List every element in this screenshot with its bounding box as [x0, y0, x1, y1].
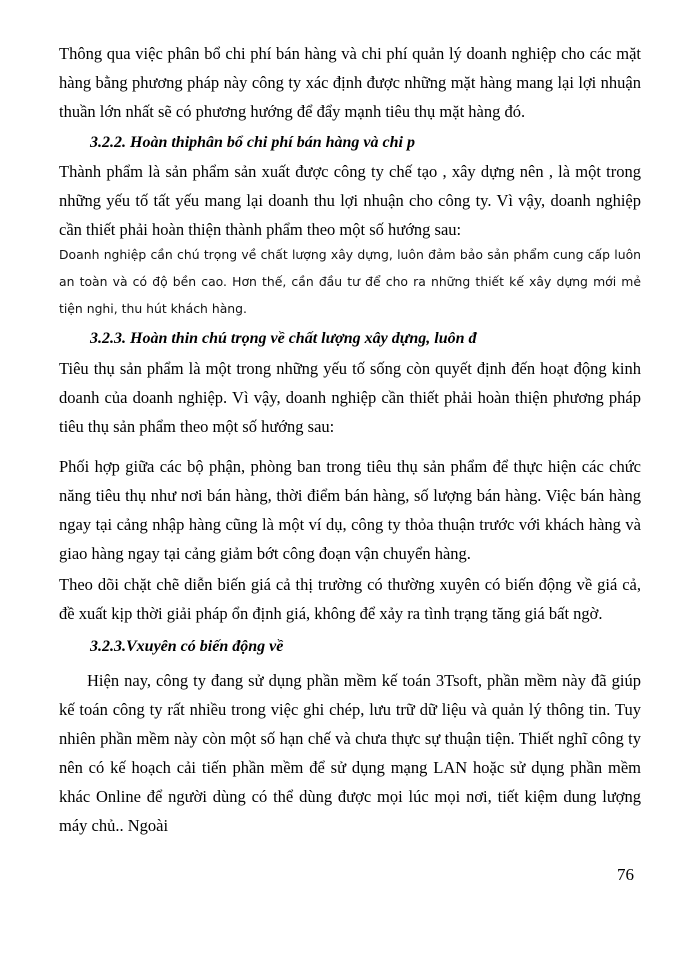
heading-3-2-3-software: 3.2.3.Vxuyên có biến động về	[90, 638, 284, 655]
heading-3-2-2: 3.2.2. Hoàn thiphân bổ chi phí bán hàng và chi p	[90, 134, 415, 151]
heading-3-2-3: 3.2.3. Hoàn thin chú trọng về chất lượng xây dựng, luôn đ	[90, 330, 477, 347]
paragraph-cost-allocation: Thông qua việc phân bổ chi phí bán hàng và chi phí quản lý doanh nghiệp cho các mặt hàng bằng phương pháp này công ty xác định được những mặt hàng mang lại lợi nhuận thuần lớn nhất sẽ có phương hướng để đẩy mạnh tiêu thụ mặt hàng đó.	[59, 44, 641, 121]
paragraph-coordination: Phối hợp giữa các bộ phận, phòng ban trong tiêu thụ sản phẩm để thực hiện các chức năng tiêu thụ như nơi bán hàng, thời điểm bán hàng, số lượng bán hàng. Việc bán hàng ngay tại cảng nhập hàng cũng là một ví dụ, công ty thỏa thuận trước với khách hàng và giao hàng ngay tại cảng giảm bớt công đoạn vận chuyển hàng.	[59, 457, 641, 563]
paragraph-finished-products: Thành phẩm là sản phẩm sản xuất được công ty chế tạo , xây dựng nên , là một trong những yếu tố tất yếu mang lại doanh thu lợi nhuận cho công ty. Vì vậy, doanh nghiệp cần thiết phải hoàn thiện thành phẩm theo một số hướng sau:	[59, 162, 641, 239]
page-number: 76	[617, 865, 634, 884]
paragraph-consumption: Tiêu thụ sản phẩm là một trong những yếu tố sống còn quyết định đến hoạt động kinh doanh của doanh nghiệp. Vì vậy, doanh nghiệp cần thiết phải hoàn thiện phương pháp tiêu thụ sản phẩm theo một số hướng sau:	[59, 359, 641, 436]
paragraph-price-monitoring: Theo dõi chặt chẽ diễn biến giá cả thị trường có thường xuyên có biến động về giá cả, đề xuất kịp thời giải pháp ổn định giá, không để xảy ra tình trạng tăng giá bất ngờ.	[59, 575, 641, 623]
paragraph-accounting-software: Hiện nay, công ty đang sử dụng phần mềm kế toán 3Tsoft, phần mềm này đã giúp kế toán công ty rất nhiều trong việc ghi chép, lưu trữ dữ liệu và quản lý thông tin. Tuy nhiên phần mềm này còn một số hạn chế và chưa thực sự thuận tiện. Thiết nghĩ công ty nên có kế hoạch cải tiến phần mềm để sử dụng mạng LAN hoặc sử dụng phần mềm khác Online để người dùng có thể dùng được mọi lúc mọi nơi, tiết kiệm dung lượng máy chủ.. Ngoài	[59, 671, 641, 835]
paragraph-quality-note: Doanh nghiệp cần chú trọng về chất lượng xây dựng, luôn đảm bảo sản phẩm cung cấp luôn an toàn và có độ bền cao. Hơn thế, cần đầu tư để cho ra những thiết kế xây dựng mới mẻ tiện nghi, thu hút khách hàng.	[59, 247, 641, 316]
